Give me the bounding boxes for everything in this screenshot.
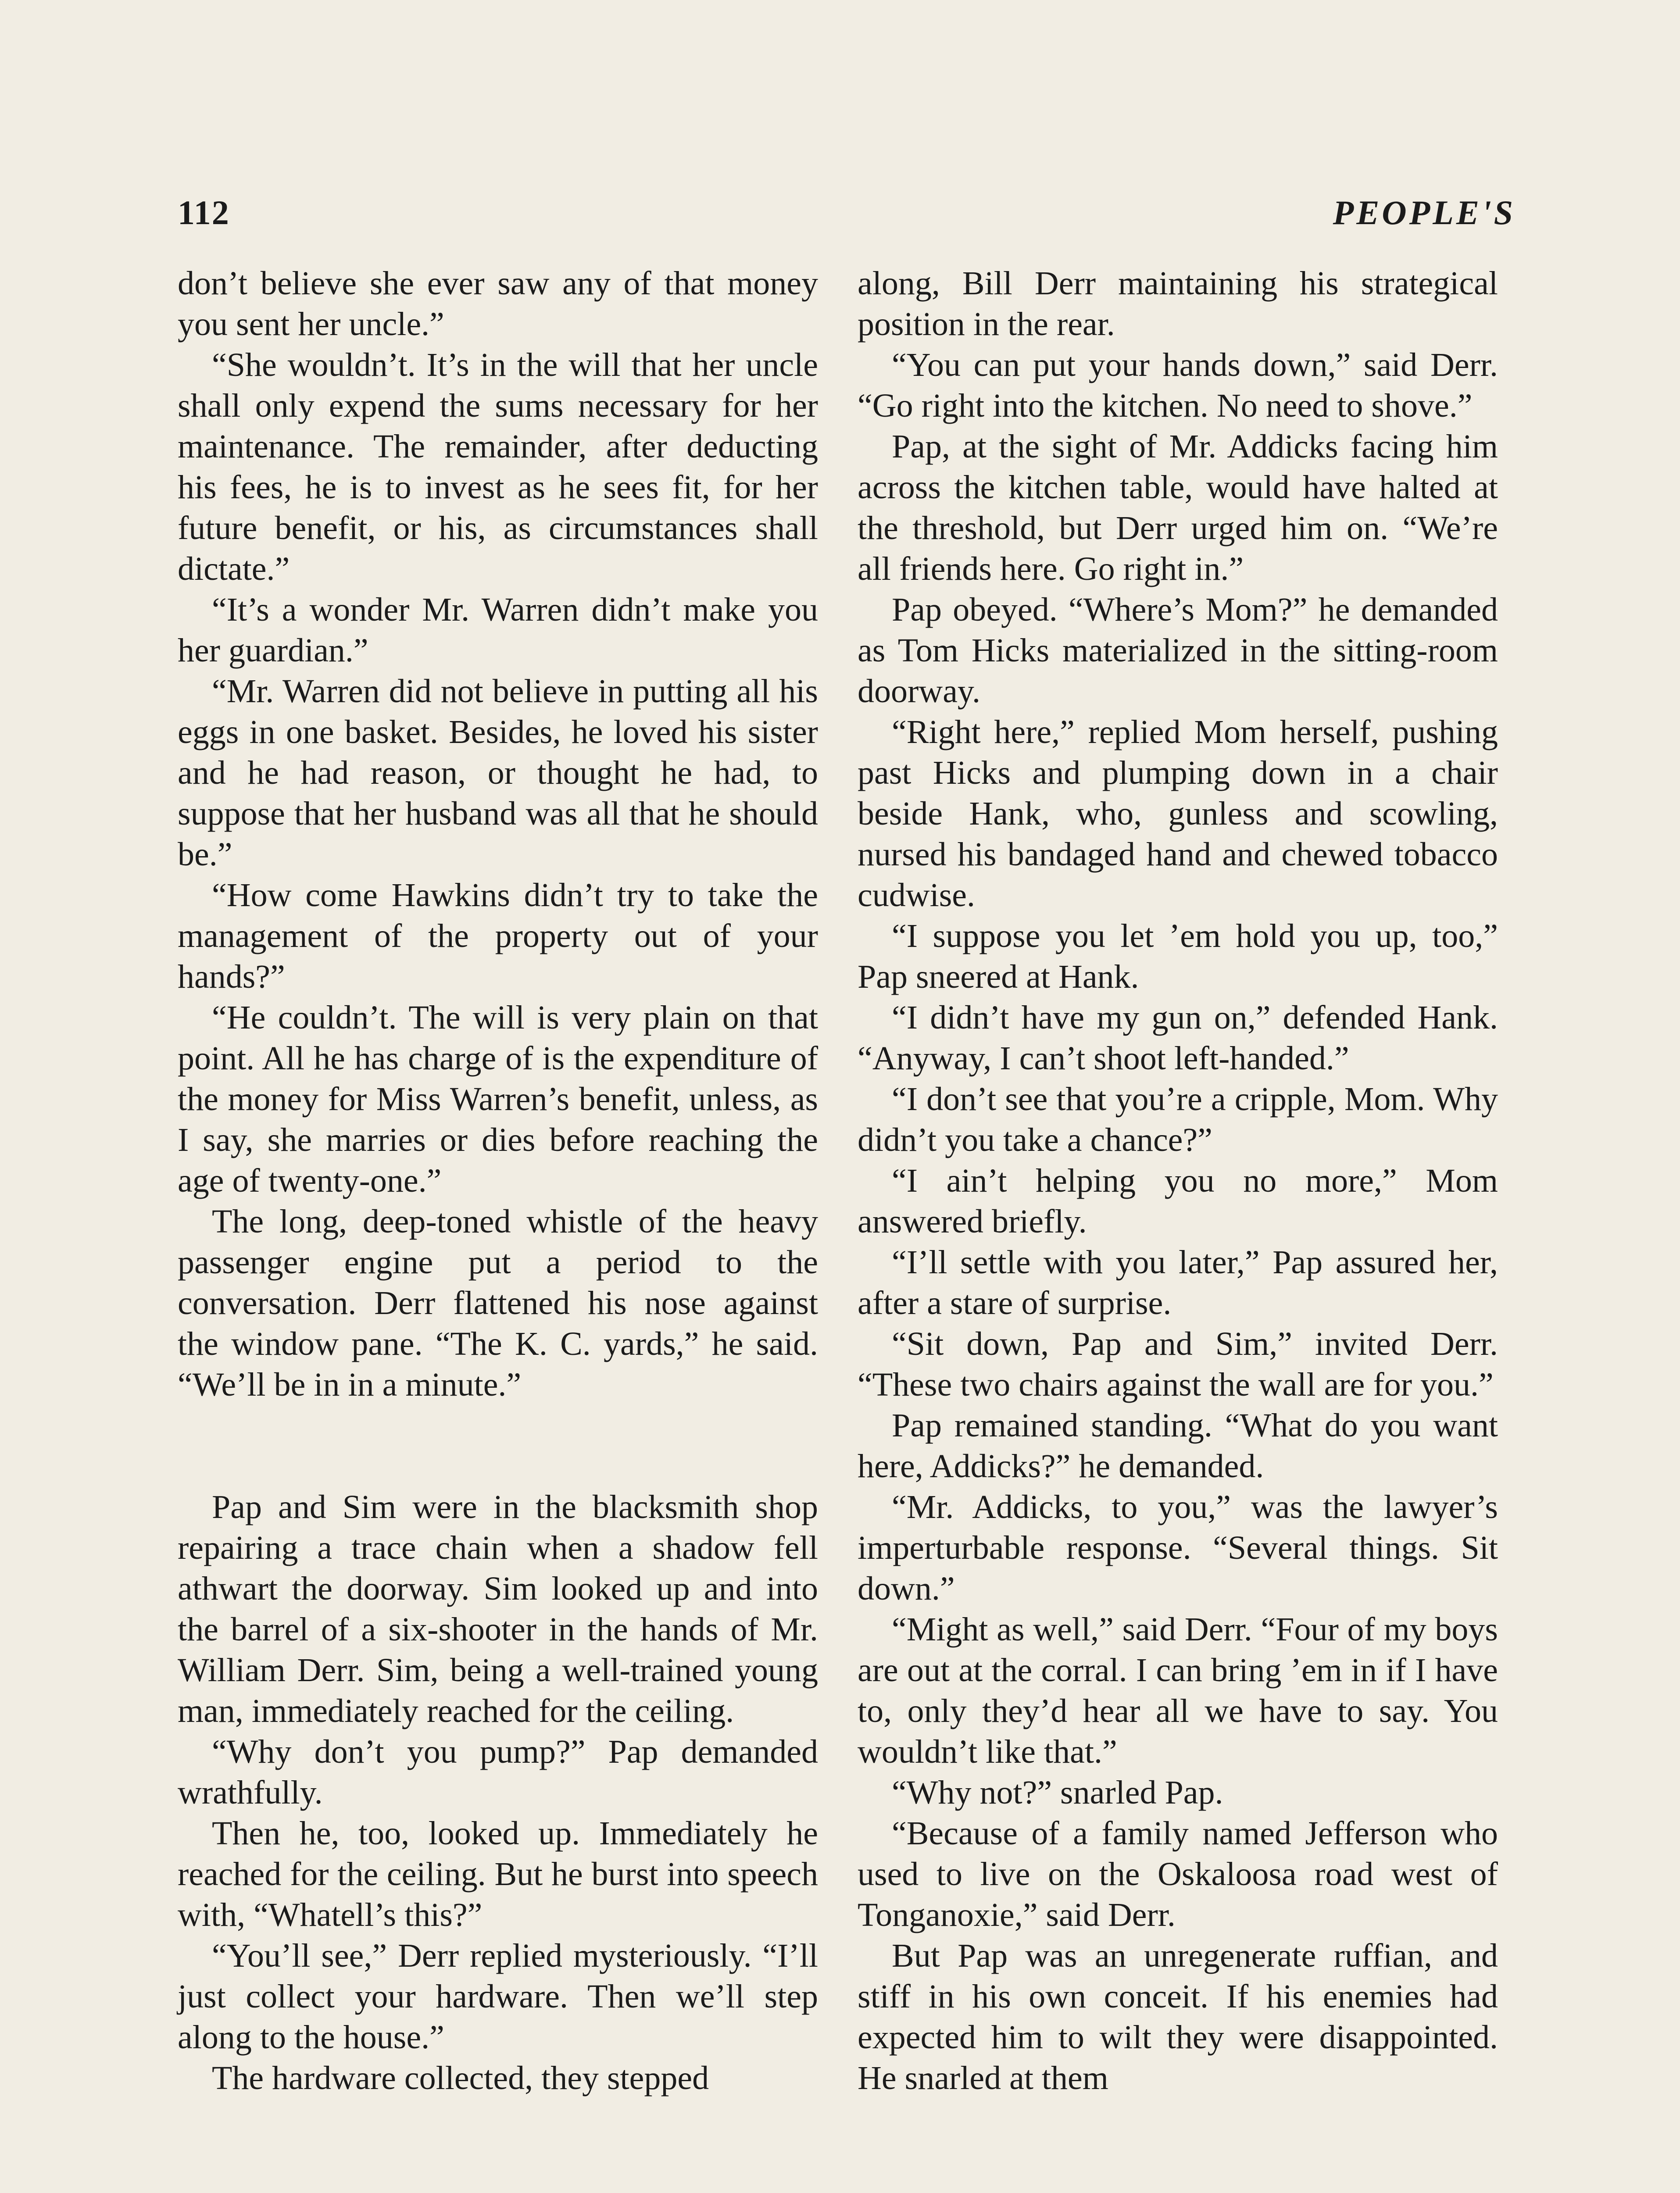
paragraph: “Mr. Warren did not believe in putting all his eggs in one basket. Besides, he loved his sister and he had reason, or thought he had, to suppose that her husband was all that he should be.” xyxy=(178,673,818,873)
paragraph: But Pap was an unregenerate ruffian, and stiff in his own conceit. If his enemies had expected him to wilt they were disappointed. He snarled at them xyxy=(858,1937,1498,2097)
paragraph: “Sit down, Pap and Sim,” invited Derr. “These two chairs against the wall are for you.” xyxy=(858,1325,1498,1403)
section-break xyxy=(178,1405,818,1487)
paragraph: Then he, too, looked up. Immediately he reached for the ceiling. But he burst into speech with, “Whatell’s this?” xyxy=(178,1815,818,1933)
running-head: PEOPLE'S xyxy=(1333,193,1516,232)
paragraph: “I ain’t helping you no more,” Mom answered briefly. xyxy=(858,1162,1498,1240)
paragraph: “I don’t see that you’re a cripple, Mom. Why didn’t you take a chance?” xyxy=(858,1081,1498,1158)
page-header xyxy=(178,193,1516,241)
right-column xyxy=(858,263,1498,2099)
paragraph: “Mr. Addicks, to you,” was the lawyer’s imperturbable response. “Several things. Sit down.” xyxy=(858,1489,1498,1607)
paragraph: “She wouldn’t. It’s in the will that her uncle shall only expend the sums necessary for her maintenance. The remainder, after deducting his fees, he is to invest as he sees fit, for her future benefit, or his, as circumstances shall dictate.” xyxy=(178,346,818,587)
paragraph: Pap, at the sight of Mr. Addicks facing him across the kitchen table, would have halted at the threshold, but Derr urged him on. “We’re all friends here. Go right in.” xyxy=(858,428,1498,587)
paragraph: don’t believe she ever saw any of that money you sent her uncle.” xyxy=(178,265,818,343)
paragraph: Pap remained standing. “What do you want here, Addicks?” he demanded. xyxy=(858,1407,1498,1485)
paragraph: Pap obeyed. “Where’s Mom?” he demanded as Tom Hicks materialized in the sitting-room doorway. xyxy=(858,591,1498,710)
paragraph: “You can put your hands down,” said Derr. “Go right into the kitchen. No need to shove.” xyxy=(858,346,1498,424)
paragraph: “You’ll see,” Derr replied mysteriously. “I’ll just collect your hardware. Then we’ll step along to the house.” xyxy=(178,1937,818,2056)
paragraph: “Why not?” snarled Pap. xyxy=(892,1774,1223,1811)
paragraph: “I suppose you let ’em hold you up, too,” Pap sneered at Hank. xyxy=(858,918,1498,995)
page-number: 112 xyxy=(178,193,230,232)
paragraph: “I’ll settle with you later,” Pap assured her, after a stare of surprise. xyxy=(858,1244,1498,1322)
paragraph: “I didn’t have my gun on,” defended Hank. “Anyway, I can’t shoot left-handed.” xyxy=(858,999,1498,1077)
paragraph: Pap and Sim were in the blacksmith shop repairing a trace chain when a shadow fell athwart the doorway. Sim looked up and into the barrel of a six-shooter in the hands of Mr. William Derr. Sim, being a well-trained young man, immediately reached for the ceiling. xyxy=(178,1489,818,1729)
paragraph: “Might as well,” said Derr. “Four of my boys are out at the corral. I can bring ’em in if I have to, only they’d hear all we have to say. You wouldn’t like that.” xyxy=(858,1611,1498,1770)
paragraph: along, Bill Derr maintaining his strategical position in the rear. xyxy=(858,265,1498,343)
paragraph: “Because of a family named Jefferson who used to live on the Oskaloosa road west of Tonganoxie,” said Derr. xyxy=(858,1815,1498,1933)
paragraph: “How come Hawkins didn’t try to take the management of the property out of your hands?” xyxy=(178,877,818,995)
paragraph: “It’s a wonder Mr. Warren didn’t make you her guardian.” xyxy=(178,591,818,669)
paragraph: “Why don’t you pump?” Pap demanded wrathfully. xyxy=(178,1733,818,1811)
paragraph: “Right here,” replied Mom herself, pushing past Hicks and plumping down in a chair beside Hank, who, gunless and scowling, nursed his bandaged hand and chewed tobacco cudwise. xyxy=(858,714,1498,914)
paragraph: The hardware collected, they stepped xyxy=(212,2060,709,2097)
paragraph: “He couldn’t. The will is very plain on that point. All he has charge of is the expenditure of the money for Miss Warren’s benefit, unless, as I say, she marries or dies before reaching the age of twenty-one.” xyxy=(178,999,818,1199)
paragraph: The long, deep-toned whistle of the heavy passenger engine put a period to the conversation. Derr flattened his nose against the window pane. “The K. C. yards,” he said. “We’ll be in in a minute.” xyxy=(178,1203,818,1403)
left-column xyxy=(178,263,818,2099)
